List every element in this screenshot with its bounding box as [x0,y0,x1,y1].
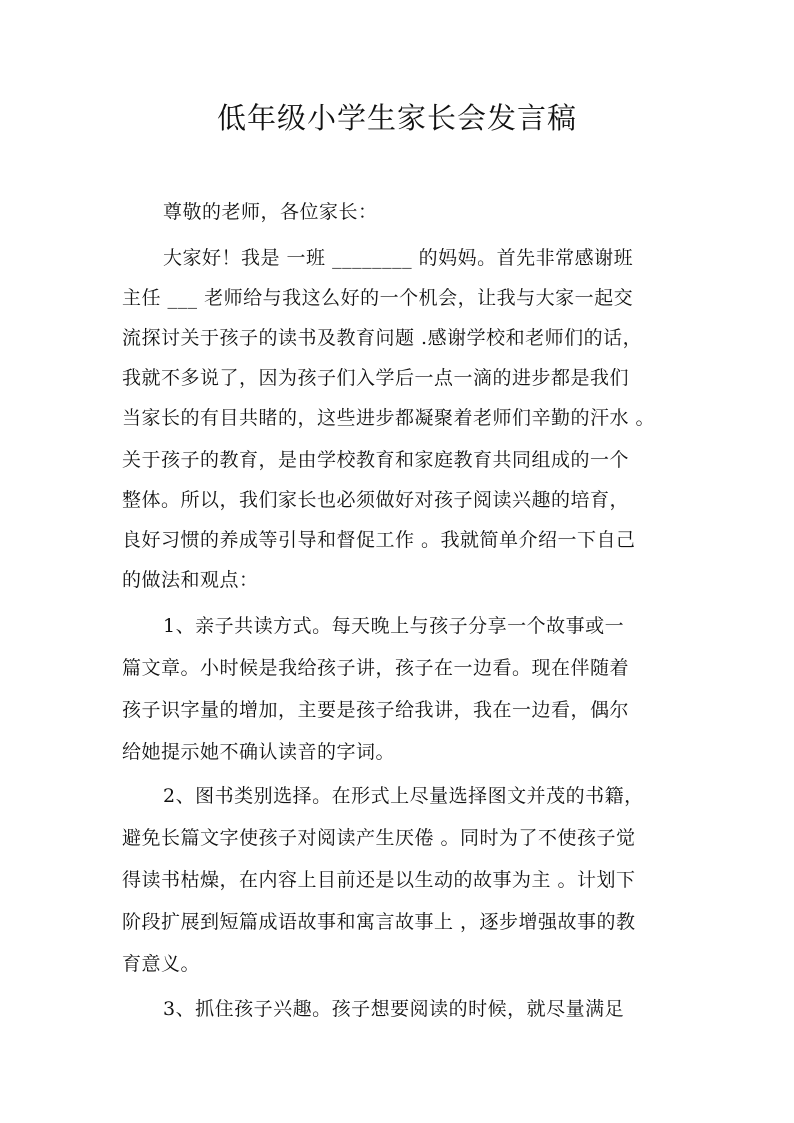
text-line: 阶段扩展到短篇成语故事和寓言故事上 ，逐步增强故事的教 [122,911,636,933]
text-line: 避免长篇文字使孩子对阅读产生厌倦 。同时为了不使孩子觉 [122,827,636,849]
text-line: 篇文章。小时候是我给孩子讲，孩子在一边看。现在伴随着 [122,657,630,679]
text-line: 得读书枯燥，在内容上目前还是以生动的故事为主 。计划下 [122,869,636,891]
text-line-point-2: 2、图书类别选择。在形式上尽量选择图文并茂的书籍， [163,785,644,807]
text-line: 育意义。 [122,953,201,975]
text-line: 流探讨关于孩子的读书及教育问题 .感谢学校和老师们的话， [122,327,643,349]
text-line-greeting: 大家好！我是 一班 ________ 的妈妈。首先非常感谢班 [163,247,634,269]
text-line: 关于孩子的教育，是由学校教育和家庭教育共同组成的一个 [122,449,630,471]
text-line: 当家长的有目共睹的，这些进步都凝聚着老师们辛勤的汗水 。 [122,407,656,429]
text-line: 给她提示她不确认读音的字词。 [122,741,396,763]
text-line: 我就不多说了，因为孩子们入学后一点一滴的进步都是我们 [122,367,630,389]
text-line-point-1: 1、亲子共读方式。每天晚上与孩子分享一个故事或一 [163,615,625,637]
text-line-point-3: 3、抓住孩子兴趣。孩子想要阅读的时候，就尽量满足 [163,998,625,1020]
document-title: 低年级小学生家长会发言稿 [216,101,577,135]
text-line: 良好习惯的养成等引导和督促工作 。我就简单介绍一下自己 [122,529,636,551]
text-line: 主任 ___ 老师给与我这么好的一个机会，让我与大家一起交 [122,287,634,309]
text-line: 孩子识字量的增加，主要是孩子给我讲，我在一边看，偶尔 [122,699,630,721]
text-line: 的做法和观点： [122,569,259,591]
text-line: 整体。所以，我们家长也必须做好对孩子阅读兴趣的培育， [122,489,630,511]
text-line-salutation: 尊敬的老师，各位家长： [163,201,378,223]
